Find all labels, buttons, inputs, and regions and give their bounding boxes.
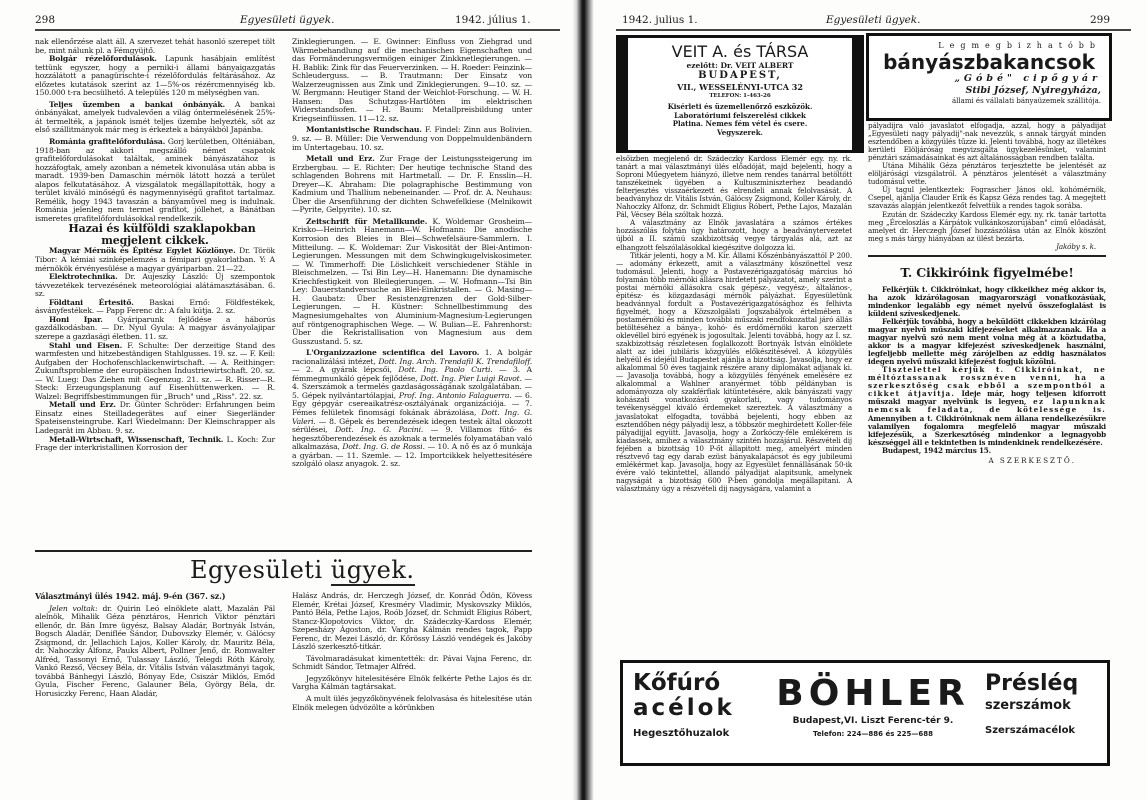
place-date: Budapest, 1942 március 15. (882, 445, 991, 455)
journal-text: L. Koch: Zur Frage der interkristallinen Korrosion der (35, 434, 275, 453)
ad-bakancs (866, 33, 1112, 121)
ad-bohler-right (985, 671, 1078, 737)
journal-entry (35, 436, 275, 453)
journal-name: Montanistische Rundschau. (306, 125, 422, 135)
paragraph: Új tagul jelentkeztek: Fograscher János okl. kohómérnök, Csepel, ajánlja Clauder Erik és Kapsz Géza rendes tag. A megejtett szavazás alapján jelentkezőt felvettük a rendes tagok sorába. (868, 185, 1106, 211)
journal-name: Elektrotechnika. (49, 272, 118, 282)
excused: Távolmaradásukat kimentették: dr. Pávai Vajna Ferenc, dr. Schmidt Sándor, Tetmajer Alfréd. (292, 653, 532, 672)
attendees (35, 605, 275, 699)
journal-entry (35, 299, 275, 316)
paragraph: Zinklegierungen. — E. Gwinner: Einfluss von Ziehgrad und Wärmebehandlung auf die mechanischen Eigenschaften und das Formänderungsvermögen einiger Zinkknetlegierungen. — H. Bablik: Zink für das Feuerverzinken. — H. Roeder: Feinzink—Schleuderguss. — B. Trautmann: Der Einsatz von Walzerzeugnissen aus Zink und Zinklegierungen. 9—10. sz. — W. Bergmann: Heutiger Stand der Weichlot-Forschung. — W. H. Hansen: Das Schutzgas-Hartlöten im elektrischen Widerstandsofen. — H. Baum: Metallpreisbildung unter Kriegseinflüssen. 11—12. sz. (292, 37, 532, 123)
author: Dott. Ing. Paolo Curti. (398, 365, 493, 375)
author: Dott. Ing. Pier Luigi Ravot. (420, 373, 522, 383)
journal-entry (292, 155, 532, 215)
journal-text: 1. A bolgár racionalizálási intézet, (292, 348, 532, 366)
paragraph: pályadijra való javaslatot elfogadja, azzal, hogy a pályadijat „Egyesületi nagy pályadij"-nak nevezzük, s annak tárgyát minden esztendőben a közgyülés tűzze ki. Jelenti továbbá, hogy az illetékes kerületi Elöljáróság megvizsgálta ügykezelésünket, valamint pénztári számadásainkat és azt általánosságban rendben találta. (868, 121, 1106, 163)
section-banner (190, 556, 415, 584)
notice-text: Ideje már, hogy teljesen kiforrott műszaki magyar nyelvünk is legyen, (868, 389, 1106, 407)
section-rule (35, 550, 532, 552)
journal-text: — 10. A nő és az ő munkája a gyárban. — 11. Szemle. — 12. Importcikkek helyettesitésére szolgáló olasz anyagok. 2. sz. (292, 442, 532, 469)
banner-word: ügyek. (330, 556, 415, 584)
article-text: Gorj kerületben, Olténiában, 1918-ban az akkori megszálló német csapatok grafitelőfordulásokat találtak, aminek bányászatához is hozzáfogtak, amely azonban a németek kivonulása után abba is maradt. 1939-ben Damaschin mérnök látott hozzá a terület alapos felkutatásához. A vizsgálatok megállapitották, hogy a terület kiváló minőségű és nagymennyiségű grafitot tartalmaz. Remélik, hogy 1943 tavaszán a bányaművel meg is indulnak. Románia jelenleg nem termel grafitot, jóllehet, a Bánátban ismeretes grafitelőfordulásokkal rendelkezik. (35, 137, 275, 223)
journal-text: — 6. Egy gépgyár csereaikatrész-osztályának organizációja. — 7. Fémes felületek finomsági fokának ábrázolása, (292, 390, 532, 417)
journal-name: Honi Ipar. (49, 314, 103, 324)
journal-name: Zeitschrift für Metallkunde. (306, 216, 428, 226)
paragraph: Utána Mihálik Géza pénztáros terjesztette be jelentését az elöljárósági vizsgálatról. A pénztáros jelentését a választmány tudomásul vette. (868, 161, 1106, 187)
author: Dott. Ing. G. Pacini. (335, 425, 424, 435)
notice-paragraph: Felkérjük továbbá, hogy a beküldött cikkekben kizárólag magyar nyelvű műszaki kifejezéseket alkalmazzanak. Ha a magyar nyelvű szó nem ment volna még át a köztudatba, akkor is a magyar kifejezést szíveskedjenek használni, legfeljebb mellette még zárójelben az eddig használatos idegen nyelvű műszaki kifejezést fogjuk közölni. (868, 316, 1106, 367)
notice-paragraph (868, 366, 1106, 446)
ad-phone: TELEFON: 1-463-26 (709, 93, 771, 99)
page-gutter (572, 0, 594, 800)
ad-line: Platina. Nemes fém vétel és csere. (672, 119, 808, 128)
journal-text: Dr. Günter Schröder: Erfahrungen beim Einsatz eines Steilladegerätes auf einer Siegerländer Spateisensteingrube. Karl Wiedelmann: Der Kleinschrapper als Ladegarät im Abbau. 9. sz. (35, 400, 275, 435)
author: Prof. Ing. Antonio Falaguerra. (398, 390, 512, 400)
minutes-column-1 (616, 155, 852, 493)
attendees-continued: Halász András, dr. Herczegh József, dr. Konrád Ödön, Kövess Elemér, Krétai József, Kresméry Vladimir, Myskovszky Miklós, Pantó Béla, Pethe Lajos, Roób József, dr. Schmidt Eligius Róbert, Stancz-Klopotovics Viktor, dr. Szádeczky-Kardoss Elemér, Szepesházy Ágoston, dr. Vargha Kálmán rendes tagok, Papp Ferenc, dr. Mezei László, dr. Kőrössy László vendégek és Jakóby László szerkesztő-titkár. (292, 591, 532, 652)
journal-text: — 9. Villamos fűtő- és hegesztőberendezések és azoknak a termelés folyamatában való alkalmazása, (292, 425, 532, 452)
journal-text: — 4. Szerszámok a termelés gazdaságosságának szolgálatában. — 5. Gépek nyilvántartólapjai, (292, 373, 532, 400)
notice-paragraph: Felkérjük t. Cikkiróinkat, hogy cikkeikhez még akkor is, ha azok kizárólagosan magyarországi vonatkozásúak, mindenkor legalább egy német nyelvű összefoglalást is küldeni szíveskedjenek. (868, 284, 1106, 318)
journal-entry (292, 126, 532, 152)
journal-text: Zur Frage der Leistungssteigerung im Erzbergbau. — E. Richter: Der heutige technische Stand des schlagenden Bohrens mit Hartmetall. — Dr. F. Ensslin—H. Dreyer—K. Abraham: Die polagraphische Bestimmung von Kadmium und Thallium nebeneinander. — Prof. dr. A. Neuhaus: Über die Arsenführung der dichten Schwefelkiese (Melnikowit—Pyrite, Gelpyrite). 10. sz. (292, 154, 532, 215)
ad-line: Vegyszerek. (716, 127, 763, 137)
minutes: Jegyzőkönyv hitelesitésére Elnök felkérte Pethe Lajos és dr. Vargha Kálmán tagtársakat. (292, 673, 532, 692)
meeting-column-1 (35, 592, 275, 699)
ad-product: bányászbakancsok (883, 50, 1095, 74)
ad-line: Kisérleti és üzemellenőrző eszközök. (667, 102, 813, 111)
ad-city: BUDAPEST, (698, 70, 782, 81)
journal-text: — 2. A gyárak lépcsői, (292, 365, 399, 375)
article-romania (35, 138, 275, 223)
ad-company-name: VEIT A. és TÁRSA (671, 42, 809, 61)
right-page (594, 0, 1147, 800)
journal-name: Metall und Erz. (306, 154, 375, 164)
ad-text: acélok (633, 695, 735, 721)
article-bolgar (35, 55, 275, 98)
header-rule (616, 29, 1131, 31)
journal-text: — 8. Gépek és berendezések idegen testek által okozott sérülései, (292, 416, 532, 435)
notice-text: Amennyiben a t. Cikkiróinknak nem állana rendelkezésükre valamilyen fogalomra megfelelő magyar műszaki kifejezésük, a Szerkesztőség mindenkor a legnagyobb készséggel áll e tekintetben is mindenkinek rendelkezésére. (868, 413, 1106, 447)
minutes-column-2 (868, 122, 1106, 465)
journal-entry (292, 218, 532, 346)
ad-text: Hegesztőhuzalok (633, 728, 730, 739)
journal-name: Stahl und Eisen. (49, 340, 123, 350)
ad-text: Kőfúró (633, 670, 721, 696)
paragraph: Ezután dr. Szádeczky Kardoss Elemér egy. ny. rk. tanár tartotta meg „Érceloszlás a Kárpátok vulkánkoszorújában" cimű előadását, amelyet dr. Herczegh József hozzászólása után az Elnök köszönt meg s más tárgy hiányában az ülést bezárta. (868, 209, 1106, 243)
ad-bohler-center (773, 673, 973, 739)
journal-entry (35, 401, 275, 435)
spaced-text: ez lapunknak nemcsak feladata, de kötelessége is. (868, 397, 1106, 415)
ad-veit (616, 35, 864, 153)
running-head: Egyesületi ügyek. (826, 14, 921, 26)
page-number: 299 (1090, 14, 1111, 26)
author: Dott. Ing. Arch. Trendafil K. Trendafiloff. (378, 356, 533, 366)
ad-address: Budapest,VI. Liszt Ferenc-tér 9. (792, 716, 954, 726)
signature: Jakóby s. k. (1056, 241, 1096, 251)
ad-brand: BÖHLER (776, 673, 970, 714)
spaced-text: Tisztelettel kérjük t. Cikkiróinkat, ne méltóztassanak rossznéven venni, ha a szerkesztőség csak ebből a szempontból a cikket átjavitja. (868, 365, 1106, 399)
welcome: A mult ülés jegyzőkönyvének felolvasása és hitelesitése után Elnök melegen üdvözölte a körünkben (292, 694, 532, 712)
ad-text: szerszámok (985, 698, 1071, 713)
journal-entry (35, 316, 275, 342)
journal-entry (292, 349, 532, 469)
ad-factory: „Góbé" cipőgyár (954, 73, 1101, 84)
article-text: Lapunk hasábjain említést tettünk egyszer, hogy a perniki-i állami bányaigazgatás hozzálátott a panagürischte-i rézelőfordulás feltárásához. Az előzetes kutatások szerint az 1—5%-os rézércmennyiség kb. 150.000 t-ra becsülhető. A település 120 m mélységben van. (35, 54, 275, 98)
ad-owner: Stibi József, Nyiregyháza, (965, 85, 1101, 96)
article-heading: Bolgár rézelőfordulások. (49, 54, 157, 64)
journal-name: Metall und Erz. (49, 400, 116, 410)
editor-signature: A SZERKESZTŐ. (988, 455, 1076, 465)
paragraph: A választmány az Elnök javaslatára a számos értékes hozzászólás folytán úgy határozott, hogy a beadványtervezetet újból a II. számú szakbizottság vegye tárgyalás alá, azt az elhangzott felszólalásokkal kiegészitve dolgozza ki. (616, 218, 852, 252)
journal-name: Földtani Értesitő. (49, 297, 134, 307)
ad-bohler-left (633, 671, 735, 740)
page-number: 298 (35, 14, 56, 26)
paragraph: elsőizben megjelenő dr. Szádeczky Kardoss Elemér egy. ny. rk. tanárt a mai választmányi ülés előadóját, majd bejelenti, hogy a Soproni Műegyetem hiányzó, illetve nem rendes tanárral betöltött tanszékeinek ügyében a Kultuszminiszterhez beadandó felterjesztés visszaérkezett és elrendeli annak felolvasását. A beadványhoz dr. Vitális István, Gálócsy Zsigmond, Koller Károly, dr. Nahoczky Alfonz, dr. Schmidt Eligius Róbert, Pethe Lajos, Mazalán Pál, Vécsey Béla szóltak hozzá. (616, 154, 852, 220)
issue-date: 1942. julius 1. (622, 14, 698, 26)
journal-text: Dr. Török Tibor: A kémiai szinképelemzés a fémipari gyakorlatban. Y: A mérnökök érvényesülése a magyar gyáriparban. 21—22. (35, 246, 275, 273)
author: Dott. Ing. G. Valeri. (292, 407, 532, 426)
running-head: Egyesületi ügyek. (240, 14, 335, 26)
article-text: A bankai ónbányákat, amelyek tudvalevően a világ óntermelésének 25%-át termelték, a japánok ismét teljes üzembe helyezték, sőt az első szállitmányok már meg is érkeztek a bányákból Japánba. (35, 99, 275, 135)
ad-street: VII., WESSELÉNYI-UTCA 32 (677, 82, 803, 92)
left-column (35, 38, 275, 453)
journal-text: Baskai Ernő: Földfestékek, ásványfestékek. — Papp Ferenc dr.: A falu kútja. 2. sz. (35, 297, 275, 316)
article-heading: Románia grafitelőfordulása. (49, 137, 166, 147)
ad-bohler (620, 660, 1110, 766)
journal-text: F. Schulte: Der derzeitige Stand des warmfesten und hitzebeständigen Stahlgusses. 19. sz. — F. Keil: Aufgaben der Hochofenschlackenwirtschaft. — A. Reithinger: Zukunftsprobleme der europäischen Industriewirtschaft. 20. sz. — W. Lueg: Das Ziehen mit Gegenzug. 21. sz. — R. Risser—R. Steck: Erzeugungsplanung auf Eisenhüttenwerken. — R. Walzel: Begriffsbestimmungen für „Bruch" und „Riss". 22. sz. (35, 340, 275, 401)
journal-text: F. Findel: Zinn aus Bolivien. 9. sz. — B. Müller: Die Verwendung von Doppelmuldenbändern im Untertagebau. 10. sz. (292, 125, 533, 152)
ad-line: Laboratóriumi felszerelési cikkek (674, 110, 806, 120)
section-title: Hazai és külföldi szaklapokban megjelent cikkek. (68, 222, 256, 248)
article-heading: Teljes üzemben a bankai ónbányák. (49, 99, 226, 109)
banner-word: Egyesületi (190, 556, 323, 584)
journal-entry (35, 273, 275, 299)
journal-name: Metall-Wirtschaft, Wissenschaft, Technik. (49, 434, 224, 444)
author: Dott. Ing. G. de Rossi. (342, 442, 425, 452)
journal-entry (35, 247, 275, 273)
journal-text: — 3. A fémmegmunkáló gépek fejlődése, (292, 365, 532, 383)
issue-date: 1942. július 1. (455, 14, 531, 26)
ad-tagline: Legmegbizhatóbb (938, 41, 1101, 50)
right-column (292, 38, 532, 469)
notice-rule (868, 255, 1106, 257)
header-rule (35, 29, 560, 31)
ad-phone: Telefon: 224—886 és 225—688 (812, 730, 934, 738)
journal-name: L'Organizzazione scientifica del Lavoro. (306, 348, 480, 358)
journal-text: K. Woldemar Grosheim—Krisko—Heinrich Hanemann—W. Hofmann: Die anodische Korrosion des Bleies in Blei—Schwefelsäure-Sammlern. I. Mitteilung. — K. Woldemar: Zur Viskosität der Blei-Antimon-Legierungen. Messungen mit dem Schwingkugelviskosimeter. — W. Timmerhoff: Die Löslichkeit verschiedener Stähle in Bleischmelzen. — Tsi Bin Ley—H. Hanemann: Die dynamische Kriechfestigkeit von Bleilegierungen. — W. Hofmann—Tsi Bin Ley: Dauerstandversuche an Blei-Einkristallen. — G. Masing—H. Gaubatz: Über Resistenzgrenzen der Gold-Silber-Legierungen. — H. Küstner: Schnellbestimmung des Magnesiumgehaltes von Aluminium-Magnesium-Legierungen auf röntgenographischen Wege. — W. Bulian—E. Fahrenhorst: Über die Rekristallisation von Magnesium aus dem Gusszustand. 5. sz. (292, 216, 533, 346)
journal-text: Gyáriparunk fejlődése a háborús gazdálkodásban. — Dr. Nyul Gyula: A magyar ásványolajipar szerepe a gazdasági életben. 11. sz. (35, 314, 275, 341)
meeting-column-2 (292, 592, 532, 712)
journal-name: Magyar Mérnök és Épitész Egylet Közlönye. (49, 246, 236, 256)
journal-text: Dr. Aujeszky László: Új szempontok távvezetékek tervezésének meteorológiai alátámasztásában. 6. sz. (35, 272, 275, 299)
paragraph: Titkár jelenti, hogy a M. Kir. Állami Kőszénbányászattól P 200.— adomány érkezett, amit a választmány köszönettel vesz tudomásul. Jelenti, hogy a Postavezérigazgatóság március hó folyamán több mérnöki állásra hirdetett pályázatot, amely szerint a postai mérnöki állásokra csak gépész-, vegyész-, általános-, épitész- és közgazdasági mérnök pályázhat. Egyesületünk beadvánnyal fordult a Postavezérigazgatósághoz és felhivta figyelmét, hogy a Közszolgálati Jogszabályok értelmében a postamérnöki és minden további műszaki rendfokozattal járó állás betöltéséhez a bánya-, kohó- és erdőmérnöki karon szerzett oklevéllel biró egyének is jogosultak. Jelenti továbbá, hogy az I. sz. szakbizottság részletesen foglalkozott Bortnyák István elnöklete alatt az idei jubiláris közgyülés előkészitésével. A közgyülés helyéül és idejéül Budapestet ajánlja a bizottság. Javasolja, hogy ez alkalommal 50 éves tagjaink részére arany diplomákat adjanak ki. — Javasolja továbbá, hogy a közgyülés fényének emelésére ez alkalommal a Wahlner aranyérmet több példányban is adományozza oly szakférfiak kitüntetésére, akik bányászati vagy kohászati vonatkozású gyakorlati, vagy tudományos tevékenységgel kiváló érdemeket szereztek. A választmány a javaslatokat elfogadta, továbbá bejelenti, hogy ebben az esztendőben négy pályadij lesz, a többször meghirdetett Koller-féle pályadijjal együtt. Javasolja, hogy a Zorkóczy-féle emlékérem is kiadassék, amihez a választmány szintén hozzájárul. Részvételi dij fejében a bizottság 10 P-őt állapitott meg, amelyért minden résztvevő tag egy darab ezüst bányakalapácsot és egy jubileumi emlékérmet kap. Javasolja, hogy az Egyesület fennállásának 50-ik évére való tekintettel, állandó pályadijat alapitsunk, amelynek nagyságát a bizottság 600 P-ben gondolja megállapitani. A választmány úgy a részvételi dij nagyságára, valamint a (616, 250, 852, 493)
paragraph: nak ellenőrzése alatt áll. A szervezet tehát hasonló szerepet tölt be, mint nálunk pl. a Fémgyüjtő. (35, 37, 275, 55)
notice-body (868, 286, 1106, 455)
ad-text: Présléq (985, 671, 1079, 696)
ad-supplier: állami és vállalati bányaüzemek szállitója. (952, 97, 1101, 105)
attendees-label: Jelen voltak: (49, 603, 98, 613)
ad-text: Szerszámacélok (985, 725, 1076, 736)
attendees-text: dr. Quirin Leó elnöklete alatt, Mazalán Pál alelnök, Mihalik Géza pénztáros, Henrich Viktor pénztári ellenőr, dr. Bán Imre ügyész, Balsay Aladár, Bortnyák István, Bogsch Aladár, Deniflée Sándor, Dubovszky Elemér, v. Gálócsy Zsigmond, dr. Jellachich Lajos, Koller Károly, dr. Mauritz Béla, dr. Nahoczky Alfonz, Pauks Albert, Pollner Jenő, dr. Romwalter Alfréd, Tassonyi Ernő, Tulassay László, Telegdi Róth Károly, Vankó Rezső, Vécsey Béla, dr. Vitális István választmányi tagok, továbbá Bánhegyi László, Bónyay Ede, Csiszár Miklós, Emőd Gyula, Fischer Ferenc, Galauner Béla, György Béla, dr. Horusiczky Ferenc, Haan Aladár, (35, 603, 275, 698)
meeting-heading: Választmányi ülés 1942. máj. 9-én (367. sz.) (35, 591, 226, 601)
left-page (0, 0, 572, 800)
journal-entry (35, 342, 275, 402)
article-bankai (35, 101, 275, 135)
notice-title: T. Cikkiróink figyelmébe! (900, 264, 1074, 280)
ad-former: ezelőtt: Dr. VEIT ALBERT (686, 61, 794, 70)
